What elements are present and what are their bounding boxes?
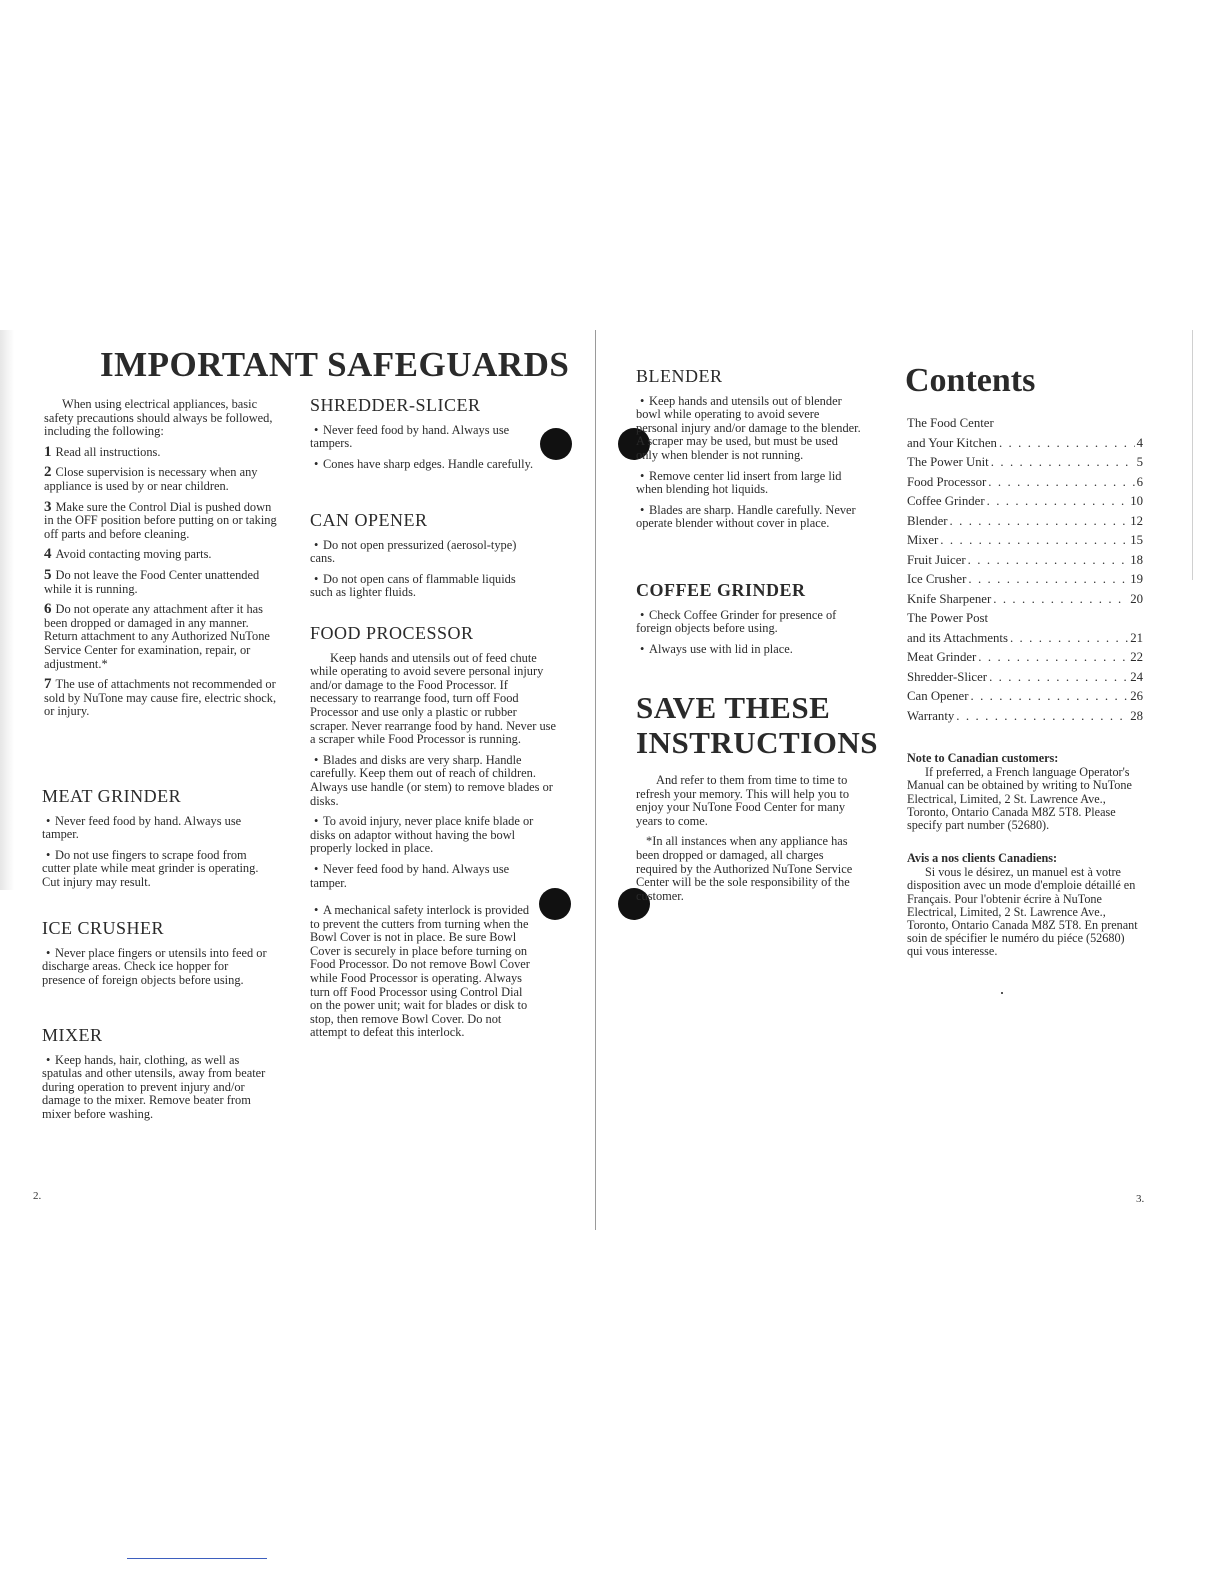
toc-page: 19 xyxy=(1130,572,1143,586)
note-body: If preferred, a French language Operator's Manual can be obtained by writing to NuTone Electrical, Limited, 2 St. Lawrence Ave., Toronto, Ontario Canada M8Z 5T8. Please specify part number (52680). xyxy=(907,765,1132,833)
food-processor-section xyxy=(310,623,556,1047)
save-title-line: SAVE THESE xyxy=(636,690,831,725)
bullet-item: • Never feed food by hand. Always use tamper. xyxy=(310,863,528,890)
toc-page: 6 xyxy=(1136,474,1143,489)
note-heading: Avis a nos clients Canadiens: xyxy=(907,851,1058,865)
bullet-item: • Never feed food by hand. Always use tampers. xyxy=(310,424,538,451)
safeguard-item xyxy=(44,603,280,671)
scan-speck xyxy=(1001,992,1003,994)
coffee-grinder-section xyxy=(636,580,866,663)
toc-page: 22 xyxy=(1130,650,1143,664)
safeguard-item xyxy=(44,498,280,542)
bullet-item: • Do not open cans of flammable liquids such as lighter fluids. xyxy=(310,573,538,600)
toc-title: Knife Sharpener xyxy=(907,591,992,606)
bullet-item: • Always use with lid in place. xyxy=(636,643,866,657)
page-number: 2. xyxy=(33,1190,42,1202)
bullet-item: • Never feed food by hand. Always use tamper. xyxy=(42,815,270,842)
bullet-item: • Remove center lid insert from large lid when blending hot liquids. xyxy=(636,470,862,497)
toc-title: Blender xyxy=(907,513,948,528)
toc-page: 26 xyxy=(1130,689,1143,703)
toc-page: 24 xyxy=(1130,669,1143,684)
toc-leader xyxy=(970,687,1128,707)
canadian-note xyxy=(907,752,1143,832)
bullet-item: • Never place fingers or utensils into feed or discharge areas. Check ice hopper for presence of foreign objects before using. xyxy=(42,947,270,988)
bullet-item: • Blades and disks are very sharp. Handle carefully. Keep them out of reach of children. Always use handle (or stem) to remove blades or disks. xyxy=(310,754,556,808)
toc-leader xyxy=(950,512,1129,532)
save-title-line: INSTRUCTIONS xyxy=(636,725,879,760)
item-number: 5 xyxy=(44,566,52,583)
punch-hole xyxy=(540,428,572,460)
toc-title: and its Attachments xyxy=(907,630,1008,645)
food-processor-intro: Keep hands and utensils out of feed chute while operating to avoid severe personal injury and/or damage to the Food Processor. If necessary to rearrange food, turn off Food Processor and use only a plastic or rubber scraper. Never rearrange food by hand. Never use a scraper while Food Processor is running. xyxy=(310,650,556,747)
section-heading: COFFEE GRINDER xyxy=(636,580,806,600)
toc-leader xyxy=(956,707,1128,727)
toc-leader xyxy=(988,473,1134,493)
toc-page: 5 xyxy=(1136,455,1143,469)
save-instructions-section xyxy=(636,684,879,910)
item-text: Do not leave the Food Center unattended while it is running. xyxy=(44,567,260,596)
safeguards-column xyxy=(44,398,280,726)
toc-leader xyxy=(993,590,1128,610)
toc-entry[interactable] xyxy=(907,551,1143,571)
toc-entry[interactable] xyxy=(907,434,1143,454)
toc-leader xyxy=(999,434,1135,454)
french-note xyxy=(907,852,1143,959)
safeguard-item xyxy=(44,566,280,596)
note-body: Si vous le désirez, un manuel est à votre disposition avec un mode d'emploie détaillé en Français. Pour l'obtenir écrire à NuTone Electrical, Limited, 2 St. Lawrence Ave., Toronto, Ontario Canada M8Z 5T8. En prenant soin de spécifier le numéro du piéce (52680) qui vous interesse. xyxy=(907,865,1138,959)
toc-entry[interactable] xyxy=(907,648,1143,668)
bullet-item: • Cones have sharp edges. Handle carefully. xyxy=(310,458,538,472)
item-number: 2 xyxy=(44,464,52,481)
meat-grinder-section xyxy=(42,786,270,897)
toc-entry[interactable] xyxy=(907,629,1143,649)
safeguard-item xyxy=(44,443,280,460)
toc-entry[interactable] xyxy=(907,687,1143,707)
toc-page: 10 xyxy=(1130,494,1143,508)
can-opener-section xyxy=(310,510,538,607)
page-fold-line xyxy=(595,330,596,1230)
section-heading: FOOD PROCESSOR xyxy=(310,623,474,643)
item-number: 3 xyxy=(44,498,52,515)
toc-entry-heading: The Power Post xyxy=(907,611,989,625)
toc-entry[interactable] xyxy=(907,492,1143,512)
toc-title: Fruit Juicer xyxy=(907,552,966,567)
item-number: 4 xyxy=(44,546,52,563)
safeguard-item xyxy=(44,678,280,719)
toc-page: 15 xyxy=(1130,533,1143,547)
toc-title: Meat Grinder xyxy=(907,650,977,664)
toc-entry[interactable] xyxy=(907,590,1143,610)
toc-title: Food Processor xyxy=(907,474,987,489)
toc-page: 20 xyxy=(1130,591,1143,606)
section-heading: CAN OPENER xyxy=(310,510,428,530)
bullet-item: • To avoid injury, never place knife blade or disks on adaptor without having the bowl properly locked in place. xyxy=(310,815,556,856)
toc-leader xyxy=(989,668,1128,688)
page-edge-line xyxy=(1192,330,1193,580)
bullet-item: • Do not use fingers to scrape food from cutter plate while meat grinder is operating. Cut injury may result. xyxy=(42,849,270,890)
contents-title: Contents xyxy=(905,362,1036,399)
toc-entry[interactable] xyxy=(907,453,1143,473)
ice-crusher-section xyxy=(42,918,270,994)
save-instructions-title xyxy=(636,690,879,760)
item-text: Read all instructions. xyxy=(55,444,161,459)
toc-leader xyxy=(991,453,1135,473)
toc-title: Mixer xyxy=(907,533,939,547)
section-heading: ICE CRUSHER xyxy=(42,918,165,938)
bullet-item: • Keep hands and utensils out of blender bowl while operating to avoid severe personal injury and/or damage to the blender. A scraper may be used, but must be used only when blender is not running. xyxy=(636,395,862,463)
toc-entry[interactable] xyxy=(907,668,1143,688)
toc-leader xyxy=(940,531,1128,551)
table-of-contents xyxy=(907,414,1143,726)
footnote: *In all instances when any appliance has been dropped or damaged, all charges required by the Authorized NuTone Service Center will be the sole responsibility of the customer. xyxy=(636,834,853,903)
toc-leader xyxy=(1010,629,1128,649)
bullet-item: • Do not open pressurized (aerosol-type) cans. xyxy=(310,539,538,566)
save-instructions-body: And refer to them from time to time to refresh your memory. This will help you to enjoy your NuTone Food Center for many years to come. xyxy=(636,773,850,828)
toc-leader xyxy=(978,648,1128,668)
toc-entry-heading: The Food Center xyxy=(907,416,994,430)
safeguard-item xyxy=(44,548,280,562)
section-heading: MEAT GRINDER xyxy=(42,786,182,806)
item-number: 6 xyxy=(44,601,52,618)
toc-page: 12 xyxy=(1130,513,1143,528)
toc-leader xyxy=(968,570,1128,590)
section-heading: SHREDDER-SLICER xyxy=(310,395,481,415)
safeguards-intro: When using electrical appliances, basic safety precautions should always be followed, including the following: xyxy=(44,397,273,439)
toc-title: Can Opener xyxy=(907,689,969,703)
page-number: 3. xyxy=(1136,1193,1145,1205)
toc-entry[interactable] xyxy=(907,512,1143,532)
item-text: Close supervision is necessary when any appliance is used by or near children. xyxy=(44,465,258,493)
toc-title: Ice Crusher xyxy=(907,572,967,586)
toc-leader xyxy=(987,492,1129,512)
toc-page: 28 xyxy=(1130,708,1143,723)
page-edge-shadow xyxy=(0,330,14,890)
blender-section xyxy=(636,366,862,538)
bullet-item: • Blades are sharp. Handle carefully. Never operate blender without cover in place. xyxy=(636,504,862,531)
toc-entry[interactable] xyxy=(907,531,1143,551)
note-heading: Note to Canadian customers: xyxy=(907,751,1059,765)
toc-title: and Your Kitchen xyxy=(907,435,997,450)
item-number: 7 xyxy=(44,676,52,693)
section-heading: BLENDER xyxy=(636,366,723,386)
item-text: Make sure the Control Dial is pushed down in the OFF position before putting on or taking off parts and before cleaning. xyxy=(44,499,277,541)
toc-entry[interactable] xyxy=(907,473,1143,493)
toc-title: Coffee Grinder xyxy=(907,494,985,508)
mixer-section xyxy=(42,1025,270,1129)
page-title: IMPORTANT SAFEGUARDS xyxy=(100,345,570,384)
toc-page: 4 xyxy=(1136,435,1143,450)
toc-entry[interactable] xyxy=(907,570,1143,590)
shredder-slicer-section xyxy=(310,395,538,478)
bullet-item: • A mechanical safety interlock is provided to prevent the cutters from turning when the Bowl Cover is not in place. Be sure Bowl Cover is securely in place before turning on Food Processor. Do not remove Bowl Cover while Food Processor is operating. Always turn off Food Processor using Control Dial on the power unit; wait for blades or disk to stop, then remove Bowl Cover. Do not attempt to defeat this interlock. xyxy=(310,904,530,1040)
bullet-item: • Keep hands, hair, clothing, as well as spatulas and other utensils, away from beater during operation to prevent injury and/or damage to the mixer. Remove beater from mixer before washing. xyxy=(42,1054,270,1122)
toc-title: The Power Unit xyxy=(907,455,989,469)
toc-title: Shredder-Slicer xyxy=(907,669,988,684)
item-text: The use of attachments not recommended or sold by NuTone may cause fire, electric shock, or injury. xyxy=(44,677,277,719)
safeguard-item xyxy=(44,466,280,493)
item-number: 1 xyxy=(44,443,52,460)
toc-entry[interactable] xyxy=(907,707,1143,727)
section-heading: MIXER xyxy=(42,1025,103,1045)
toc-leader xyxy=(968,551,1129,571)
item-text: Avoid contacting moving parts. xyxy=(55,547,212,562)
item-text: Do not operate any attachment after it has been dropped or damaged in any manner. Return attachment to any Authorized NuTone Service Center for examination, repair, or adjustment.* xyxy=(44,602,270,671)
toc-page: 18 xyxy=(1130,552,1143,567)
toc-title: Warranty xyxy=(907,708,955,723)
bullet-item: • Check Coffee Grinder for presence of foreign objects before using. xyxy=(636,609,866,636)
toc-page: 21 xyxy=(1130,630,1143,645)
scan-artifact-line xyxy=(127,1558,267,1559)
